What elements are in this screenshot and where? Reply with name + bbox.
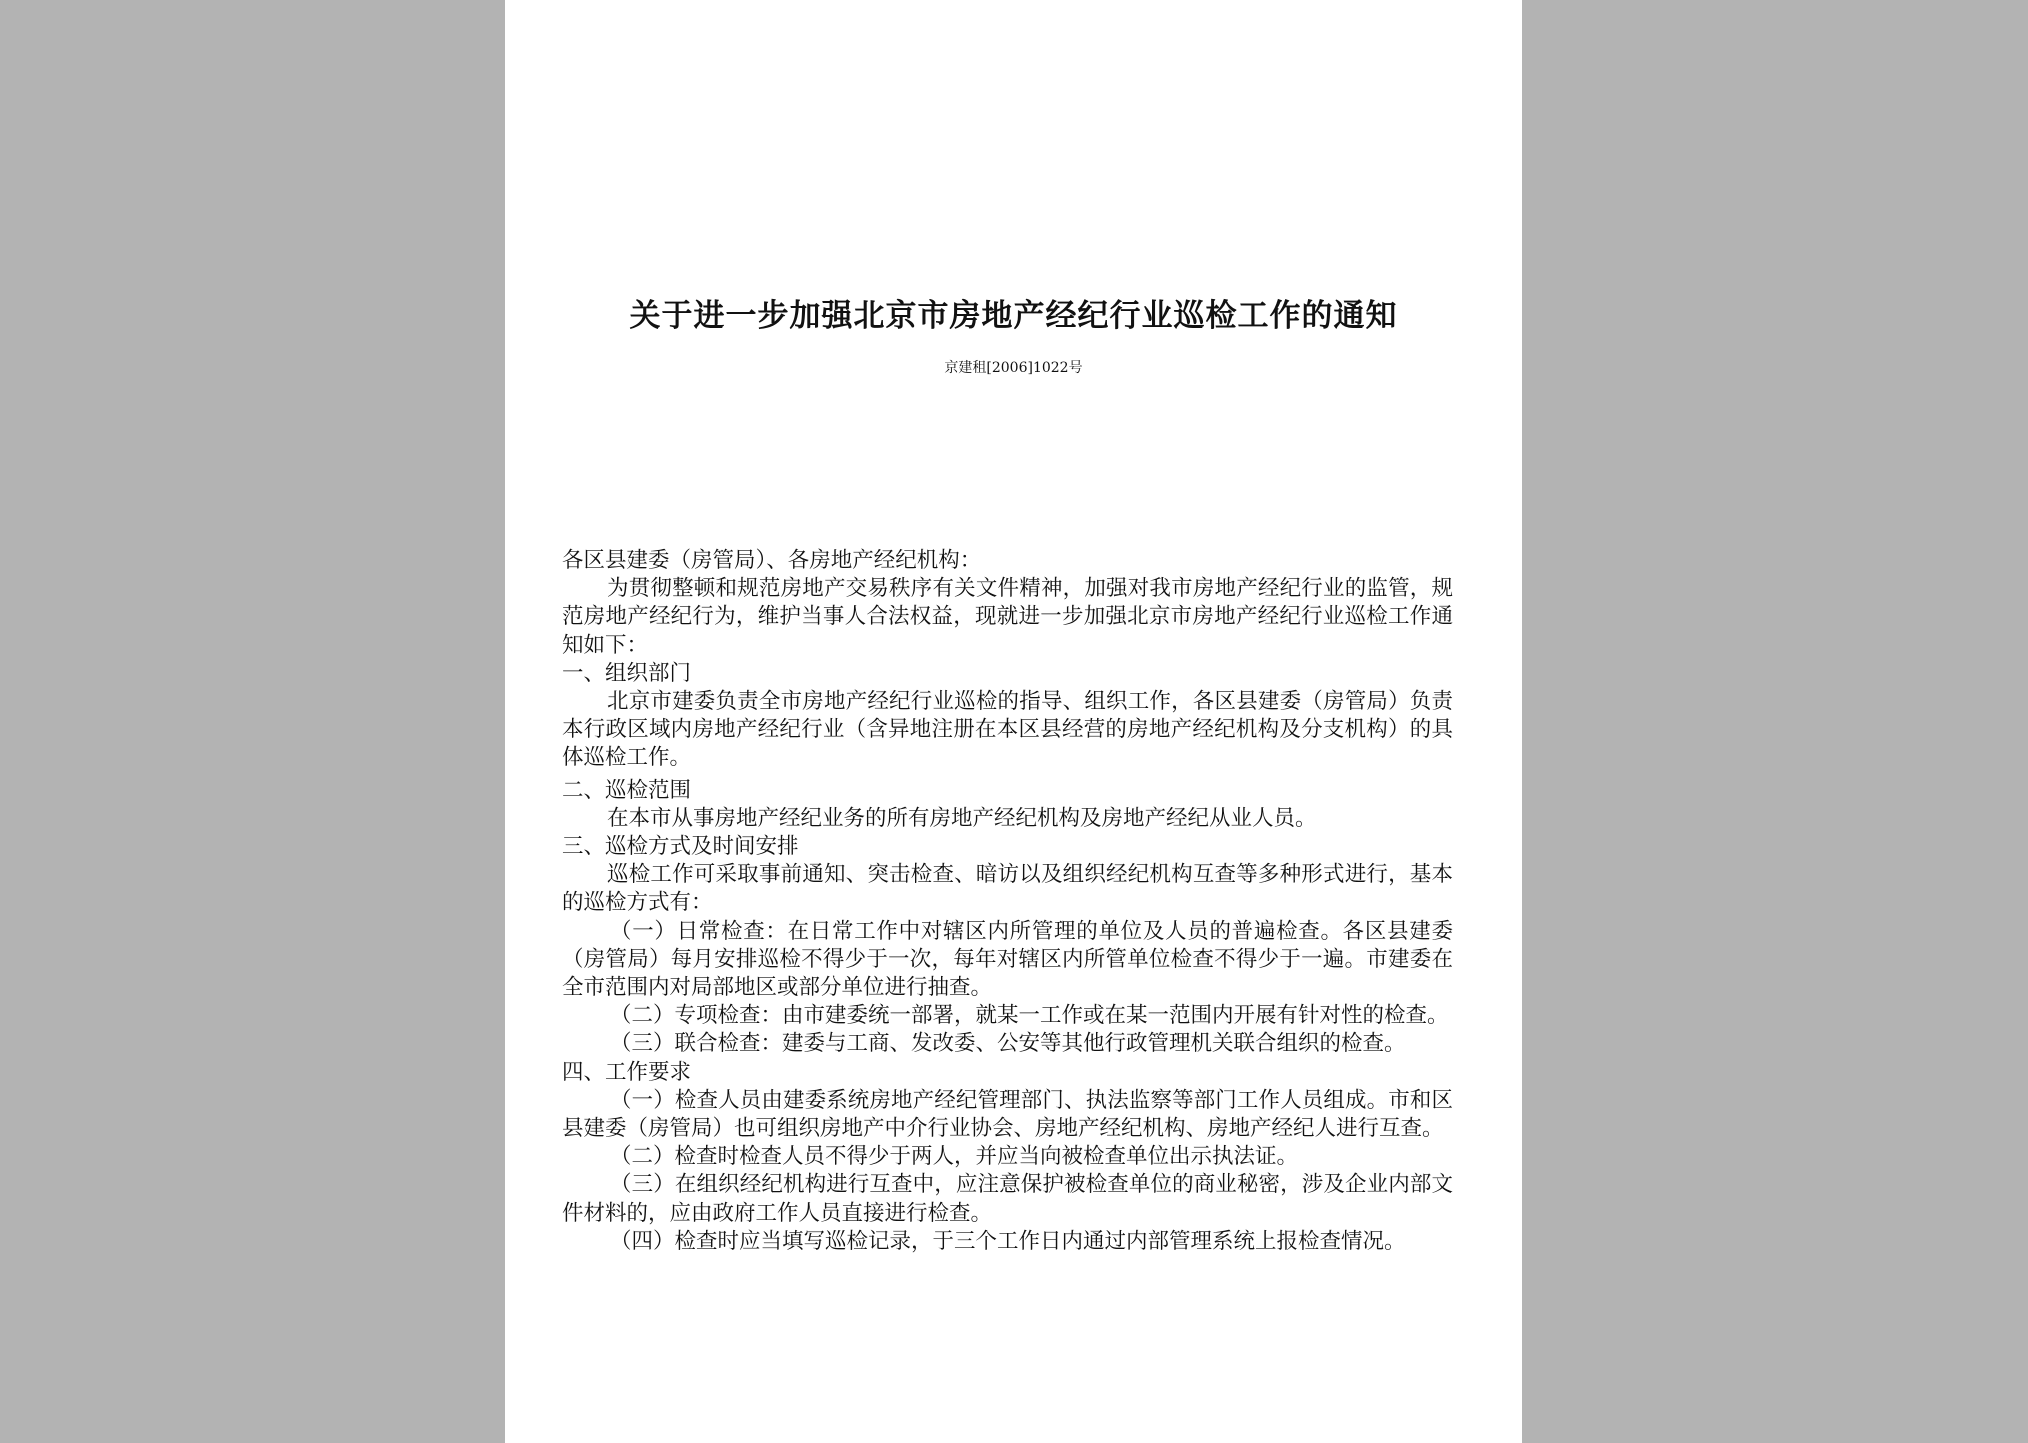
intro-paragraph: 为贯彻整顿和规范房地产交易秩序有关文件精神，加强对我市房地产经纪行业的监管，规范房地产经纪行为，维护当事人合法权益，现就进一步加强北京市房地产经纪行业巡检工作通知如下： [562,576,1453,658]
document-title: 关于进一步加强北京市房地产经纪行业巡检工作的通知 [629,298,1398,334]
section-heading-organization: 一、组织部门 [562,660,692,686]
section-paragraph: 在本市从事房地产经纪业务的所有房地产经纪机构及房地产经纪从业人员。 [607,805,1317,831]
section-heading-scope: 二、巡检范围 [562,777,692,803]
section-heading-methods: 三、巡检方式及时间安排 [562,834,799,860]
document-number: 京建租[2006]1022号 [944,360,1083,376]
document-page [505,0,1522,1443]
section-paragraph: （一）检查人员由建委系统房地产经纪管理部门、执法监察等部门工作人员组成。市和区县建委（房管局）也可组织房地产中介行业协会、房地产经纪机构、房地产经纪人进行互查。 [562,1087,1453,1142]
section-paragraph: （二）专项检查：由市建委统一部署，就某一工作或在某一范围内开展有针对性的检查。 [610,1003,1449,1029]
section-paragraph: （四）检查时应当填写巡检记录，于三个工作日内通过内部管理系统上报检查情况。 [610,1228,1406,1254]
section-heading-requirements: 四、工作要求 [562,1059,692,1085]
section-paragraph: 巡检工作可采取事前通知、突击检查、暗访以及组织经纪机构互查等多种形式进行，基本的巡检方式有： [562,862,1453,916]
document-body [562,547,1453,1256]
salutation: 各区县建委（房管局）、各房地产经纪机构： [562,548,982,573]
section-paragraph: 北京市建委负责全市房地产经纪行业巡检的指导、组织工作，各区县建委（房管局）负责本行政区域内房地产经纪行业（含异地注册在本区县经营的房地产经纪机构及分支机构）的具体巡检工作。 [562,689,1453,771]
section-paragraph: （三）在组织经纪机构进行互查中，应注意保护被检查单位的商业秘密，涉及企业内部文件材料的，应由政府工作人员直接进行检查。 [562,1172,1453,1226]
section-paragraph: （一）日常检查：在日常工作中对辖区内所管理的单位及人员的普遍检查。各区县建委（房管局）每月安排巡检不得少于一次，每年对辖区内所管单位检查不得少于一遍。市建委在全市范围内对局部地区或部分单位进行抽查。 [562,918,1453,1001]
section-paragraph: （三）联合检查：建委与工商、发改委、公安等其他行政管理机关联合组织的检查。 [610,1031,1406,1057]
section-paragraph: （二）检查时检查人员不得少于两人，并应当向被检查单位出示执法证。 [610,1144,1299,1170]
